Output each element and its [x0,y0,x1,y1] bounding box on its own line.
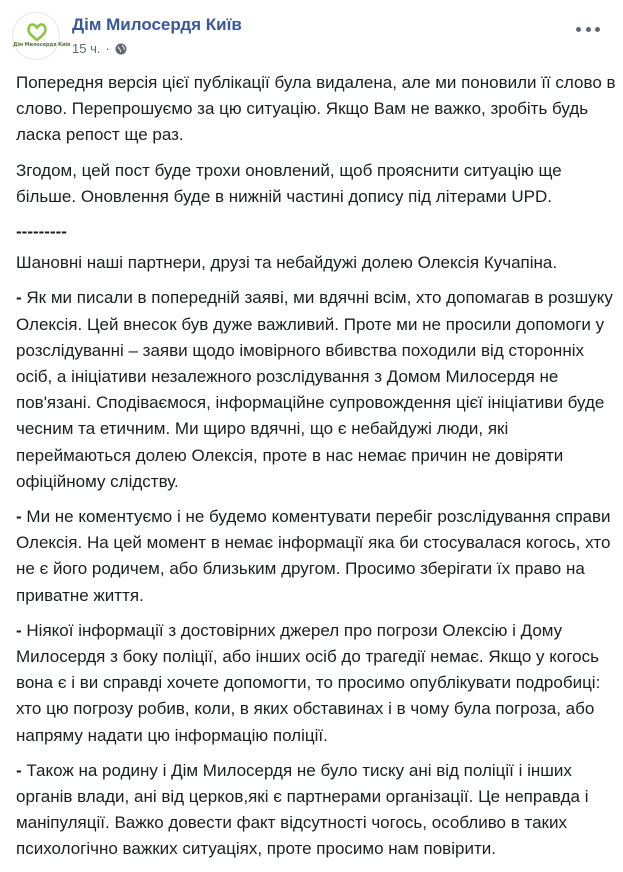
post-meta [72,41,127,56]
bullet-paragraph [16,618,616,749]
avatar-label: Дім Милосердя Київ [13,42,71,48]
post-header [12,12,612,62]
bullet-text: Ми не коментуємо і не будемо коментувати перебіг розслідування справи Олексія. На цей момент в немає інформації яка би стосувалася когось, хто не є його родичем, або близьким другом. Просимо зберігати їх право на приватне життя. [16,507,611,605]
heart-logo-icon [13,13,71,61]
meta-separator: · [105,41,110,56]
bullet-mark: - [16,620,22,640]
globe-icon[interactable] [115,43,127,55]
page-avatar[interactable] [12,12,71,60]
bullet-paragraph [16,504,616,609]
page-name-link[interactable]: Дім Милосердя Київ [72,15,242,34]
post-paragraph: Згодом, цей пост буде трохи оновлений, щоб прояснити ситуацію ще більше. Оновлення буде в нижній частині допису під літерами UPD. [16,160,562,206]
more-options-icon[interactable] [576,24,600,34]
post-timestamp[interactable]: 15 ч. [72,41,101,56]
bullet-paragraph [16,758,616,863]
bullet-mark: - [16,760,22,780]
separator-line: --------- [16,222,67,242]
greeting-text: Шановні наші партнери, друзі та небайдужі долею Олексія Кучапіна. [16,253,558,273]
post-body [16,70,616,872]
post-paragraph: Попередня версія цієї публікації була видалена, але ми поновили її слово в слово. Перепрошуємо за цю ситуацію. Якщо Вам не важко, зробіть будь ласка репост ще раз. [16,73,616,145]
bullet-mark: - [16,507,22,527]
bullet-mark: - [16,288,22,308]
bullet-paragraph [16,285,616,495]
bullet-text: Ніякої інформації з достовірних джерел про погрози Олексію і Дому Милосердя з боку поліції, або інших осіб до трагедії немає. Якщо у когось вона є і ви справді хочете допомогти, то просимо опублікувати подробиці: хто цю погрозу робив, коли, в яких обставинах і в чому була погроза, або напряму надати цю інформацію поліції. [16,620,601,745]
bullet-text: Також на родину і Дім Милосердя не було тиску ані від поліції і інших органів влади, ані від церков,які є партнерами організації. Це неправда і маніпуляції. Важко довести факт відсутності чогось, особливо в таких психологічно важких ситуаціях, проте просимо нам повірити. [16,760,589,859]
bullet-text: Як ми писали в попередній заяві, ми вдячні всім, хто допомагав в розшуку Олексія. Цей внесок був дуже важливий. Проте ми не просили допомоги у розслідуванні – заяви щодо імовірного вбивства походили від сторонніх осіб, а ініціативи незалежного розслідування з Домом Милосердя не пов'язані. Сподіваємося, інформаційне супровождення цієї ініціативи буде чесним та етичним. Ми щиро вдячні, що є небайдужі люди, які переймаються долею Олексія, проте в нас немає причин не довіряти офіційному слідству. [16,288,613,491]
